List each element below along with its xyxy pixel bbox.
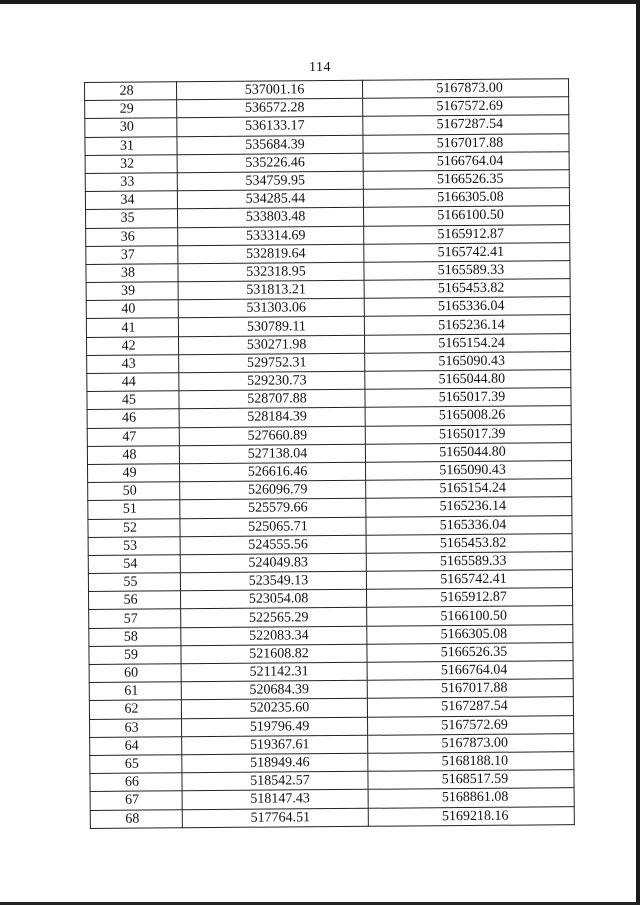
x-coordinate-cell: 524049.83 [180, 553, 366, 573]
y-coordinate-cell: 5165336.04 [366, 515, 572, 535]
point-number-cell: 36 [86, 227, 178, 246]
x-coordinate-cell: 529230.73 [179, 371, 365, 391]
x-coordinate-cell: 522565.29 [181, 608, 367, 628]
y-coordinate-cell: 5165090.43 [365, 461, 571, 481]
y-coordinate-cell: 5167873.00 [368, 733, 574, 753]
page-number: 114 [309, 60, 331, 75]
x-coordinate-cell: 520235.60 [181, 699, 367, 719]
point-number-cell: 32 [85, 155, 177, 174]
y-coordinate-cell: 5165453.82 [366, 533, 572, 553]
point-number-cell: 66 [90, 773, 182, 792]
y-coordinate-cell: 5166305.08 [367, 624, 573, 644]
point-number-cell: 38 [86, 264, 178, 283]
x-coordinate-cell: 518542.57 [182, 771, 368, 791]
point-number-cell: 33 [85, 173, 177, 192]
x-coordinate-cell: 521142.31 [181, 662, 367, 682]
point-number-cell: 57 [89, 609, 181, 628]
y-coordinate-cell: 5165017.39 [365, 388, 571, 408]
coordinates-table-body [85, 79, 575, 828]
point-number-cell: 34 [85, 191, 177, 210]
x-coordinate-cell: 536572.28 [177, 98, 363, 118]
y-coordinate-cell: 5167873.00 [362, 79, 568, 99]
point-number-cell: 45 [87, 391, 179, 410]
y-coordinate-cell: 5165044.80 [365, 370, 571, 390]
x-coordinate-cell: 519796.49 [182, 717, 368, 737]
point-number-cell: 58 [89, 627, 181, 646]
point-number-cell: 59 [89, 646, 181, 665]
point-number-cell: 43 [87, 355, 179, 374]
y-coordinate-cell: 5165453.82 [364, 279, 570, 299]
y-coordinate-cell: 5167287.54 [363, 115, 569, 135]
x-coordinate-cell: 526616.46 [180, 462, 366, 482]
scan-border-right [636, 0, 640, 905]
point-number-cell: 56 [89, 591, 181, 610]
point-number-cell: 30 [85, 118, 177, 137]
y-coordinate-cell: 5165912.87 [364, 224, 570, 244]
x-coordinate-cell: 531813.21 [178, 280, 364, 300]
y-coordinate-cell: 5167287.54 [367, 697, 573, 717]
x-coordinate-cell: 519367.61 [182, 735, 368, 755]
x-coordinate-cell: 518949.46 [182, 753, 368, 773]
x-coordinate-cell: 525579.66 [180, 499, 366, 519]
y-coordinate-cell: 5166764.04 [363, 151, 569, 171]
y-coordinate-cell: 5165017.39 [365, 424, 571, 444]
y-coordinate-cell: 5168188.10 [368, 752, 574, 772]
x-coordinate-cell: 535684.39 [177, 135, 363, 155]
x-coordinate-cell: 521608.82 [181, 644, 367, 664]
point-number-cell: 46 [87, 409, 179, 428]
point-number-cell: 37 [86, 245, 178, 264]
x-coordinate-cell: 528707.88 [179, 389, 365, 409]
x-coordinate-cell: 524555.56 [180, 535, 366, 555]
point-number-cell: 63 [90, 718, 182, 737]
point-number-cell: 28 [85, 82, 177, 101]
x-coordinate-cell: 534759.95 [177, 171, 363, 191]
y-coordinate-cell: 5168517.59 [368, 770, 574, 790]
x-coordinate-cell: 533314.69 [178, 226, 364, 246]
point-number-cell: 31 [85, 136, 177, 155]
scan-border-top [0, 0, 640, 4]
y-coordinate-cell: 5165236.14 [366, 497, 572, 517]
y-coordinate-cell: 5169218.16 [368, 806, 574, 826]
x-coordinate-cell: 520684.39 [181, 680, 367, 700]
point-number-cell: 35 [86, 209, 178, 228]
y-coordinate-cell: 5167572.69 [367, 715, 573, 735]
x-coordinate-cell: 532819.64 [178, 244, 364, 264]
table-row [90, 806, 574, 828]
x-coordinate-cell: 522083.34 [181, 626, 367, 646]
y-coordinate-cell: 5167572.69 [363, 97, 569, 117]
y-coordinate-cell: 5165044.80 [365, 442, 571, 462]
x-coordinate-cell: 527138.04 [179, 444, 365, 464]
point-number-cell: 40 [86, 300, 178, 319]
y-coordinate-cell: 5168861.08 [368, 788, 574, 808]
point-number-cell: 67 [90, 791, 182, 810]
y-coordinate-cell: 5165912.87 [366, 588, 572, 608]
point-number-cell: 50 [88, 482, 180, 501]
point-number-cell: 48 [87, 446, 179, 465]
point-number-cell: 64 [90, 737, 182, 756]
y-coordinate-cell: 5166100.50 [367, 606, 573, 626]
y-coordinate-cell: 5167017.88 [363, 133, 569, 153]
point-number-cell: 29 [85, 100, 177, 119]
y-coordinate-cell: 5166764.04 [367, 661, 573, 681]
y-coordinate-cell: 5166305.08 [363, 188, 569, 208]
point-number-cell: 55 [88, 573, 180, 592]
point-number-cell: 52 [88, 518, 180, 537]
y-coordinate-cell: 5165742.41 [364, 242, 570, 262]
y-coordinate-cell: 5165154.24 [364, 333, 570, 353]
x-coordinate-cell: 517764.51 [182, 808, 368, 828]
y-coordinate-cell: 5165336.04 [364, 297, 570, 317]
x-coordinate-cell: 526096.79 [180, 480, 366, 500]
x-coordinate-cell: 531303.06 [178, 299, 364, 319]
point-number-cell: 62 [89, 700, 181, 719]
x-coordinate-cell: 518147.43 [182, 790, 368, 810]
y-coordinate-cell: 5166100.50 [363, 206, 569, 226]
x-coordinate-cell: 537001.16 [177, 80, 363, 100]
x-coordinate-cell: 535226.46 [177, 153, 363, 173]
coordinates-table [84, 78, 575, 828]
x-coordinate-cell: 525065.71 [180, 517, 366, 537]
y-coordinate-cell: 5165236.14 [364, 315, 570, 335]
x-coordinate-cell: 530789.11 [178, 317, 364, 337]
point-number-cell: 44 [87, 373, 179, 392]
point-number-cell: 60 [89, 664, 181, 683]
x-coordinate-cell: 533803.48 [178, 208, 364, 228]
point-number-cell: 41 [86, 318, 178, 337]
x-coordinate-cell: 523054.08 [181, 590, 367, 610]
point-number-cell: 65 [90, 755, 182, 774]
point-number-cell: 68 [90, 809, 182, 828]
y-coordinate-cell: 5165008.26 [365, 406, 571, 426]
x-coordinate-cell: 532318.95 [178, 262, 364, 282]
y-coordinate-cell: 5165589.33 [366, 552, 572, 572]
y-coordinate-cell: 5165589.33 [364, 261, 570, 281]
point-number-cell: 47 [87, 427, 179, 446]
x-coordinate-cell: 530271.98 [179, 335, 365, 355]
x-coordinate-cell: 536133.17 [177, 117, 363, 137]
x-coordinate-cell: 523549.13 [180, 571, 366, 591]
point-number-cell: 39 [86, 282, 178, 301]
point-number-cell: 54 [88, 555, 180, 574]
point-number-cell: 51 [88, 500, 180, 519]
point-number-cell: 61 [89, 682, 181, 701]
point-number-cell: 49 [88, 464, 180, 483]
x-coordinate-cell: 528184.39 [179, 408, 365, 428]
point-number-cell: 42 [87, 336, 179, 355]
y-coordinate-cell: 5165742.41 [366, 570, 572, 590]
y-coordinate-cell: 5167017.88 [367, 679, 573, 699]
point-number-cell: 53 [88, 536, 180, 555]
x-coordinate-cell: 534285.44 [177, 189, 363, 209]
y-coordinate-cell: 5166526.35 [367, 642, 573, 662]
x-coordinate-cell: 527660.89 [179, 426, 365, 446]
y-coordinate-cell: 5165154.24 [366, 479, 572, 499]
y-coordinate-cell: 5166526.35 [363, 170, 569, 190]
x-coordinate-cell: 529752.31 [179, 353, 365, 373]
y-coordinate-cell: 5165090.43 [365, 351, 571, 371]
